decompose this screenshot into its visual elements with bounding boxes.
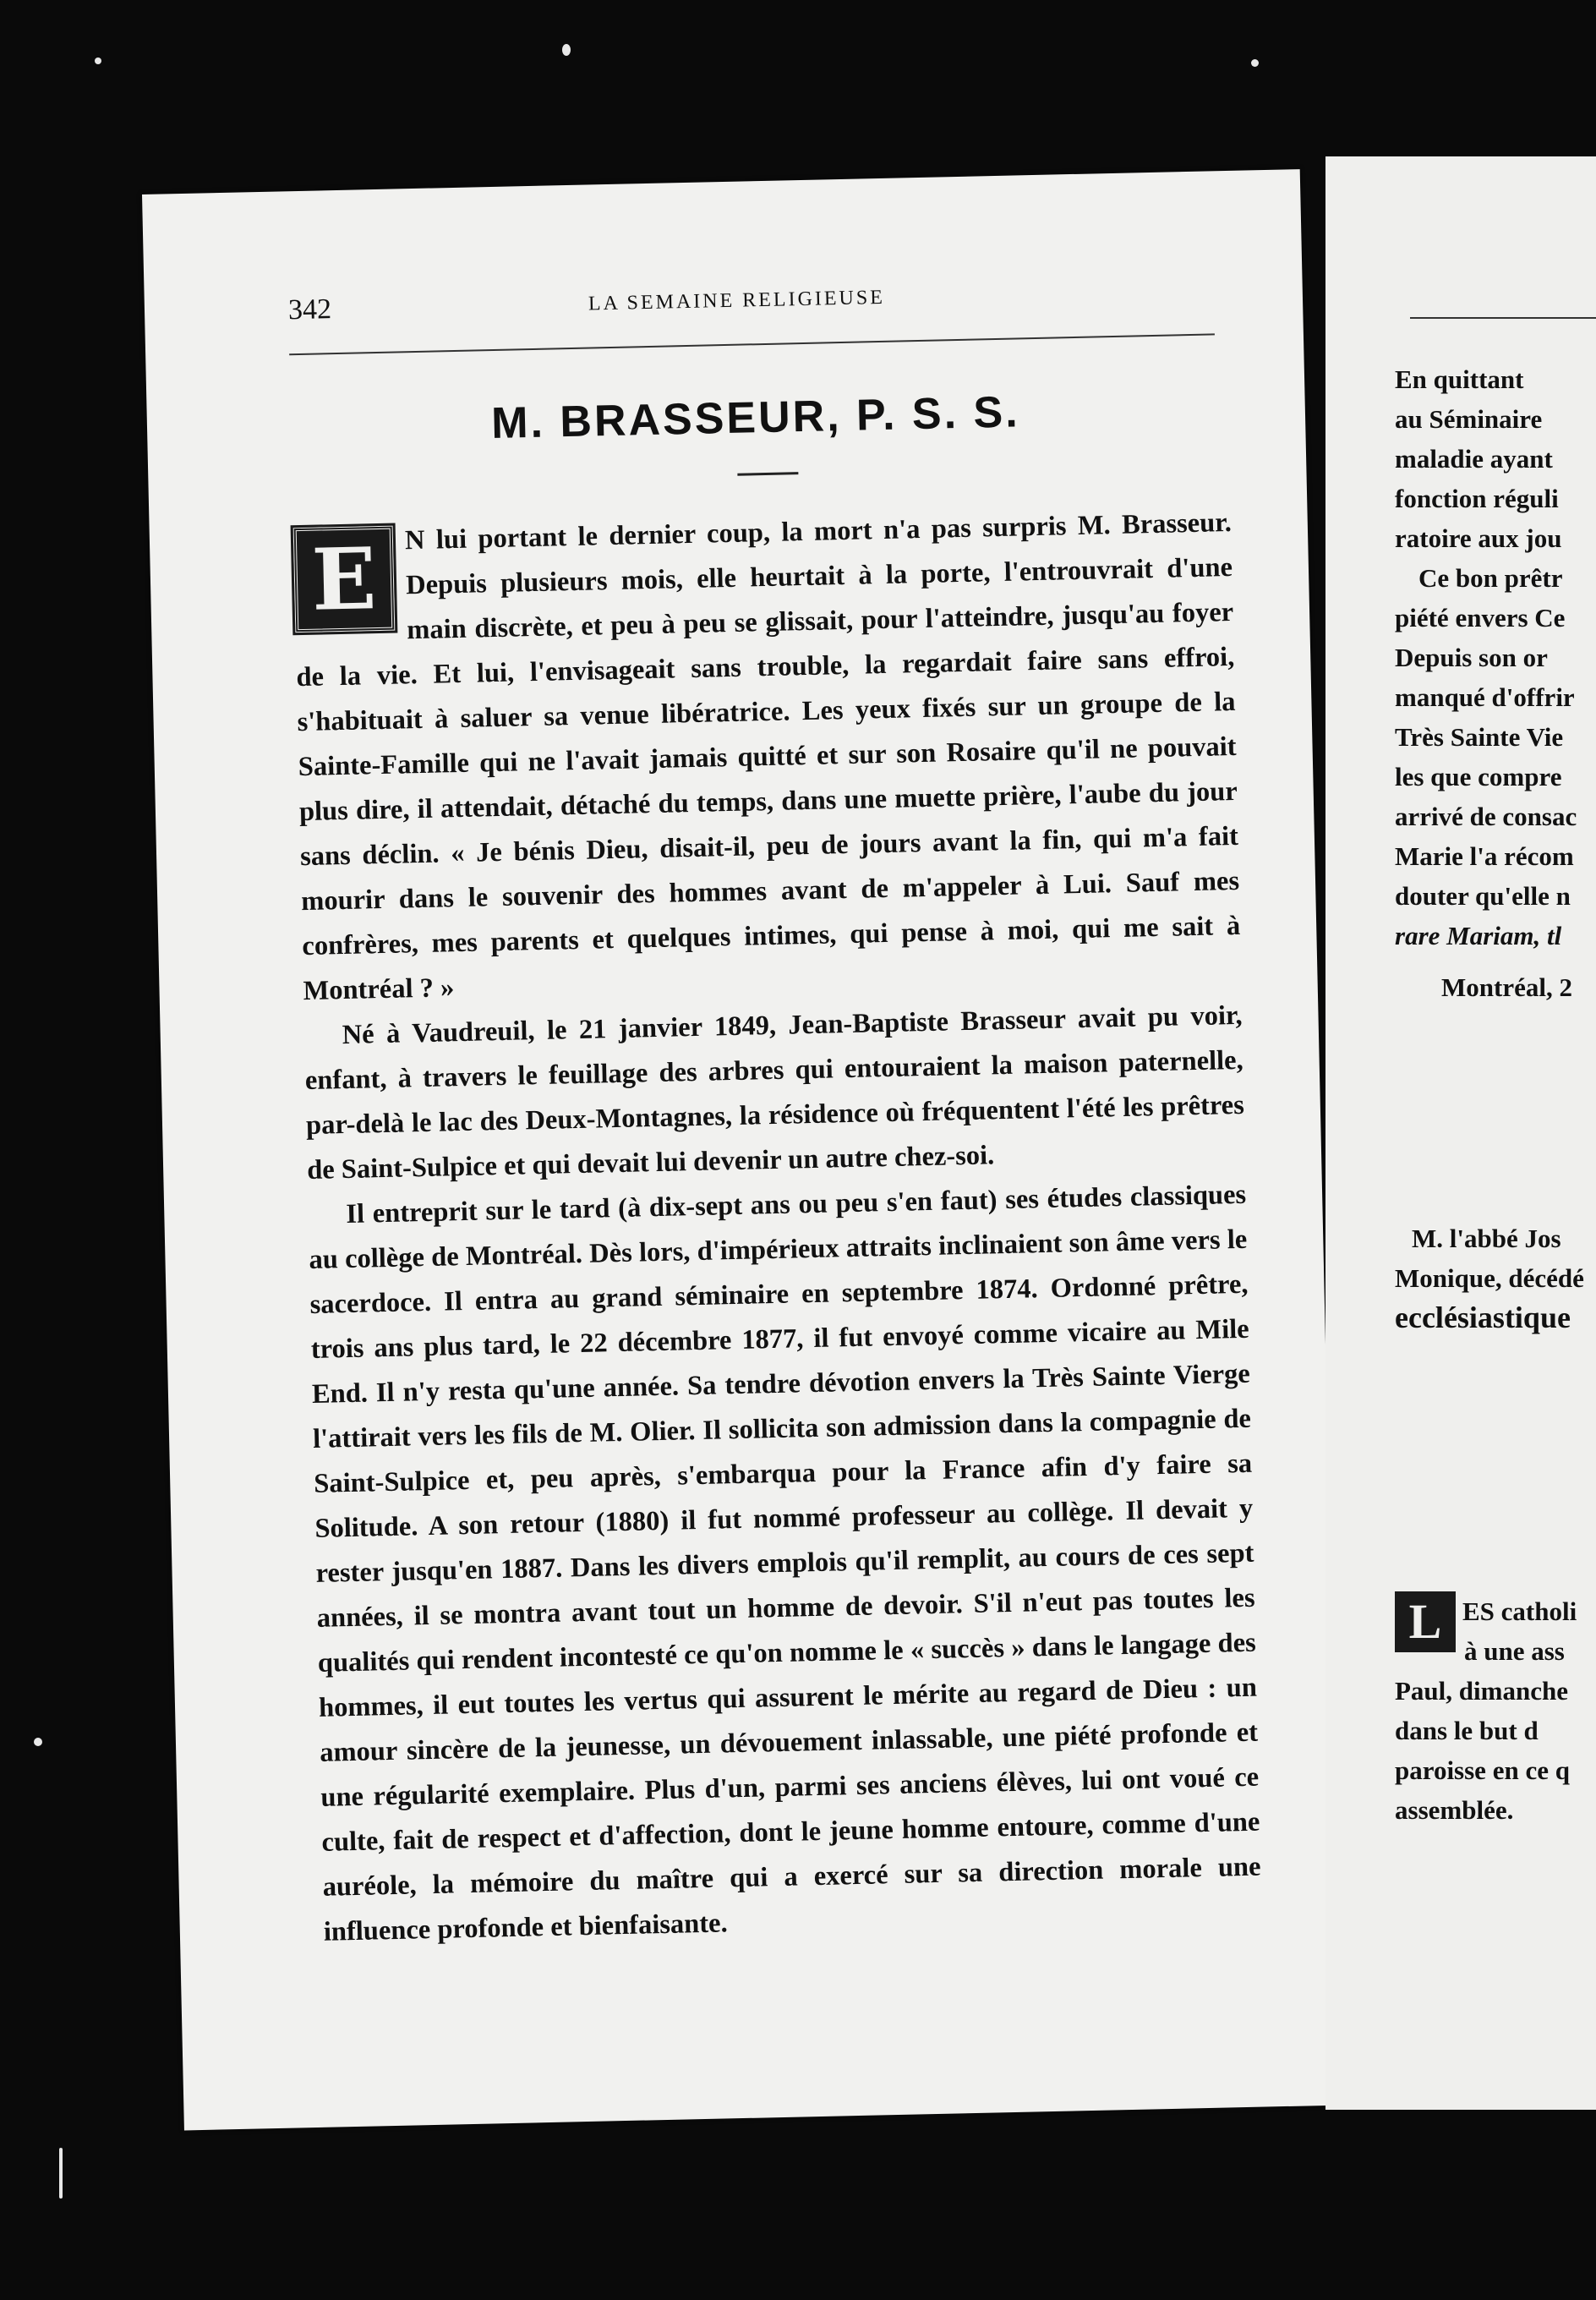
film-speck bbox=[562, 44, 571, 56]
paragraph: Il entreprit sur le tard (à dix-sept ans ou peu s'en faut) ses études classiques au collège de Montréal. Dès lors, d'impérieux attraits inclinaient son âme vers le sacerdoce. Il entra au grand séminaire en septembre 1874. Ordonné prêtre, trois ans plus tard, le 22 décembre 1877, il fut envoyé comme vicaire au Mile End. Il n'y resta qu'une année. Sa tendre dévotion envers la Très Sainte Vierge l'attirait vers les fils de M. Olier. Il sollicita son admission dans la compagnie de Saint-Sulpice et, peu après, s'embarqua pour la France afin d'y faire sa Solitude. A son retour (1880) il fut nommé professeur au collège. Il devait y rester jusqu'en 1887. Dans les divers emplois qu'il remplit, au cours de ces sept années, il se montra avant tout un homme de devoir. S'il n'eut pas toutes les qualités qui rendent incontesté ce qu'on nomme le « succès » dans le langage des hommes, il eut toutes les vertus qui assurent le mérite au regard de Dieu : un amour sincère de la jeunesse, un dévouement inlassable, une piété profonde et une régularité exemplaire. Plus d'un, parmi ses anciens élèves, lui ont voué ce culte, fait de respect et d'affection, dont le jeune homme entoure, comme d'une auréole, la mémoire du maître qui a exercé sur sa direction morale une influence profonde et bienfaisante. bbox=[309, 1179, 1261, 1947]
running-title: LA SEMAINE RELIGIEUSE bbox=[588, 286, 886, 315]
faded-area bbox=[1395, 1338, 1596, 1591]
right-page-text bbox=[1395, 359, 1596, 1830]
text-line: En quittant bbox=[1395, 364, 1524, 394]
text-line: au Séminaire bbox=[1395, 404, 1543, 434]
film-speck bbox=[34, 1738, 42, 1746]
film-speck bbox=[95, 58, 101, 64]
page-number: 342 bbox=[287, 293, 332, 326]
text-line: Paul, dimanche bbox=[1395, 1676, 1568, 1706]
text-line: Depuis son or bbox=[1395, 643, 1548, 672]
right-page-fragment bbox=[1325, 156, 1596, 2110]
text-line: à une ass bbox=[1464, 1636, 1565, 1666]
dropcap-initial: L bbox=[1395, 1591, 1456, 1652]
text-line: maladie ayant bbox=[1395, 444, 1553, 474]
article-title: M. BRASSEUR, P. S. S. bbox=[490, 387, 1021, 449]
article-body bbox=[292, 501, 1262, 1955]
text-line: L ES catholi bbox=[1395, 1591, 1596, 1631]
running-head bbox=[288, 275, 1202, 346]
text-line: M. l'abbé Jos bbox=[1412, 1224, 1561, 1253]
text-line: manqué d'offrir bbox=[1395, 682, 1575, 712]
text-line: ratoire aux jou bbox=[1395, 523, 1562, 553]
film-speck bbox=[59, 2148, 63, 2199]
paragraph: Né à Vaudreuil, le 21 janvier 1849, Jean-Baptiste Brasseur avait pu voir, enfant, à travers le feuillage des arbres qui entouraient la maison paternelle, par-delà le lac des Deux-Montagnes, la résidence où fréquentent l'été les prêtres de Saint-Sulpice et qui devait lui devenir un autre chez-soi. bbox=[304, 999, 1245, 1186]
text-line: ecclésiastique bbox=[1395, 1301, 1571, 1334]
text-line: Marie l'a récom bbox=[1395, 841, 1574, 871]
film-speck bbox=[1251, 59, 1259, 67]
faded-area bbox=[1395, 1007, 1596, 1218]
dropcap-initial: E bbox=[293, 526, 396, 633]
header-rule bbox=[1410, 317, 1596, 319]
paragraph: E N lui portant le dernier coup, la mort n'a pas surpris M. Brasseur. Depuis plusieurs mois, elle heurtait à la porte, l'entrouvrait d'une main discrète, et peu à peu se glissait, pour l'atteindre, jusqu'au foyer de la vie. Et lui, l'envisageait sans trouble, la regardait faire sans effroi, s'habituait à saluer sa venue libératrice. Les yeux fixés sur un groupe de la Sainte-Famille qui ne l'avait jamais quitté et sur son Rosaire qu'il ne pouvait plus dire, il attendait, détaché du temps, dans une muette prière, l'aube du jour sans déclin. « Je bénis Dieu, disait-il, peu de jours avant la fin, qui m'a fait mourir dans le souvenir des hommes avant de m'appeler à Lui. Sauf mes confrères, mes parents et quelques intimes, qui pense à moi, qui me sait à Montréal ? » bbox=[292, 501, 1241, 1014]
left-page bbox=[142, 169, 1342, 2130]
text-line: paroisse en ce q bbox=[1395, 1755, 1570, 1785]
title-rule bbox=[737, 472, 798, 476]
text-line: assemblée. bbox=[1395, 1795, 1514, 1825]
text-line: douter qu'elle n bbox=[1395, 881, 1571, 911]
text-line: Monique, décédé bbox=[1395, 1263, 1584, 1293]
text-line: Très Sainte Vie bbox=[1395, 722, 1564, 752]
text-line: les que compre bbox=[1395, 762, 1562, 791]
text-line: dans le but d bbox=[1395, 1716, 1539, 1745]
text-line: fonction réguli bbox=[1395, 484, 1559, 513]
text-line: Ce bon prêtr bbox=[1418, 563, 1563, 593]
text-line: rare Mariam, tl bbox=[1395, 921, 1562, 950]
text-line: Montréal, 2 bbox=[1441, 972, 1572, 1002]
text-line: piété envers Ce bbox=[1395, 603, 1566, 632]
text-line: arrivé de consac bbox=[1395, 802, 1577, 831]
